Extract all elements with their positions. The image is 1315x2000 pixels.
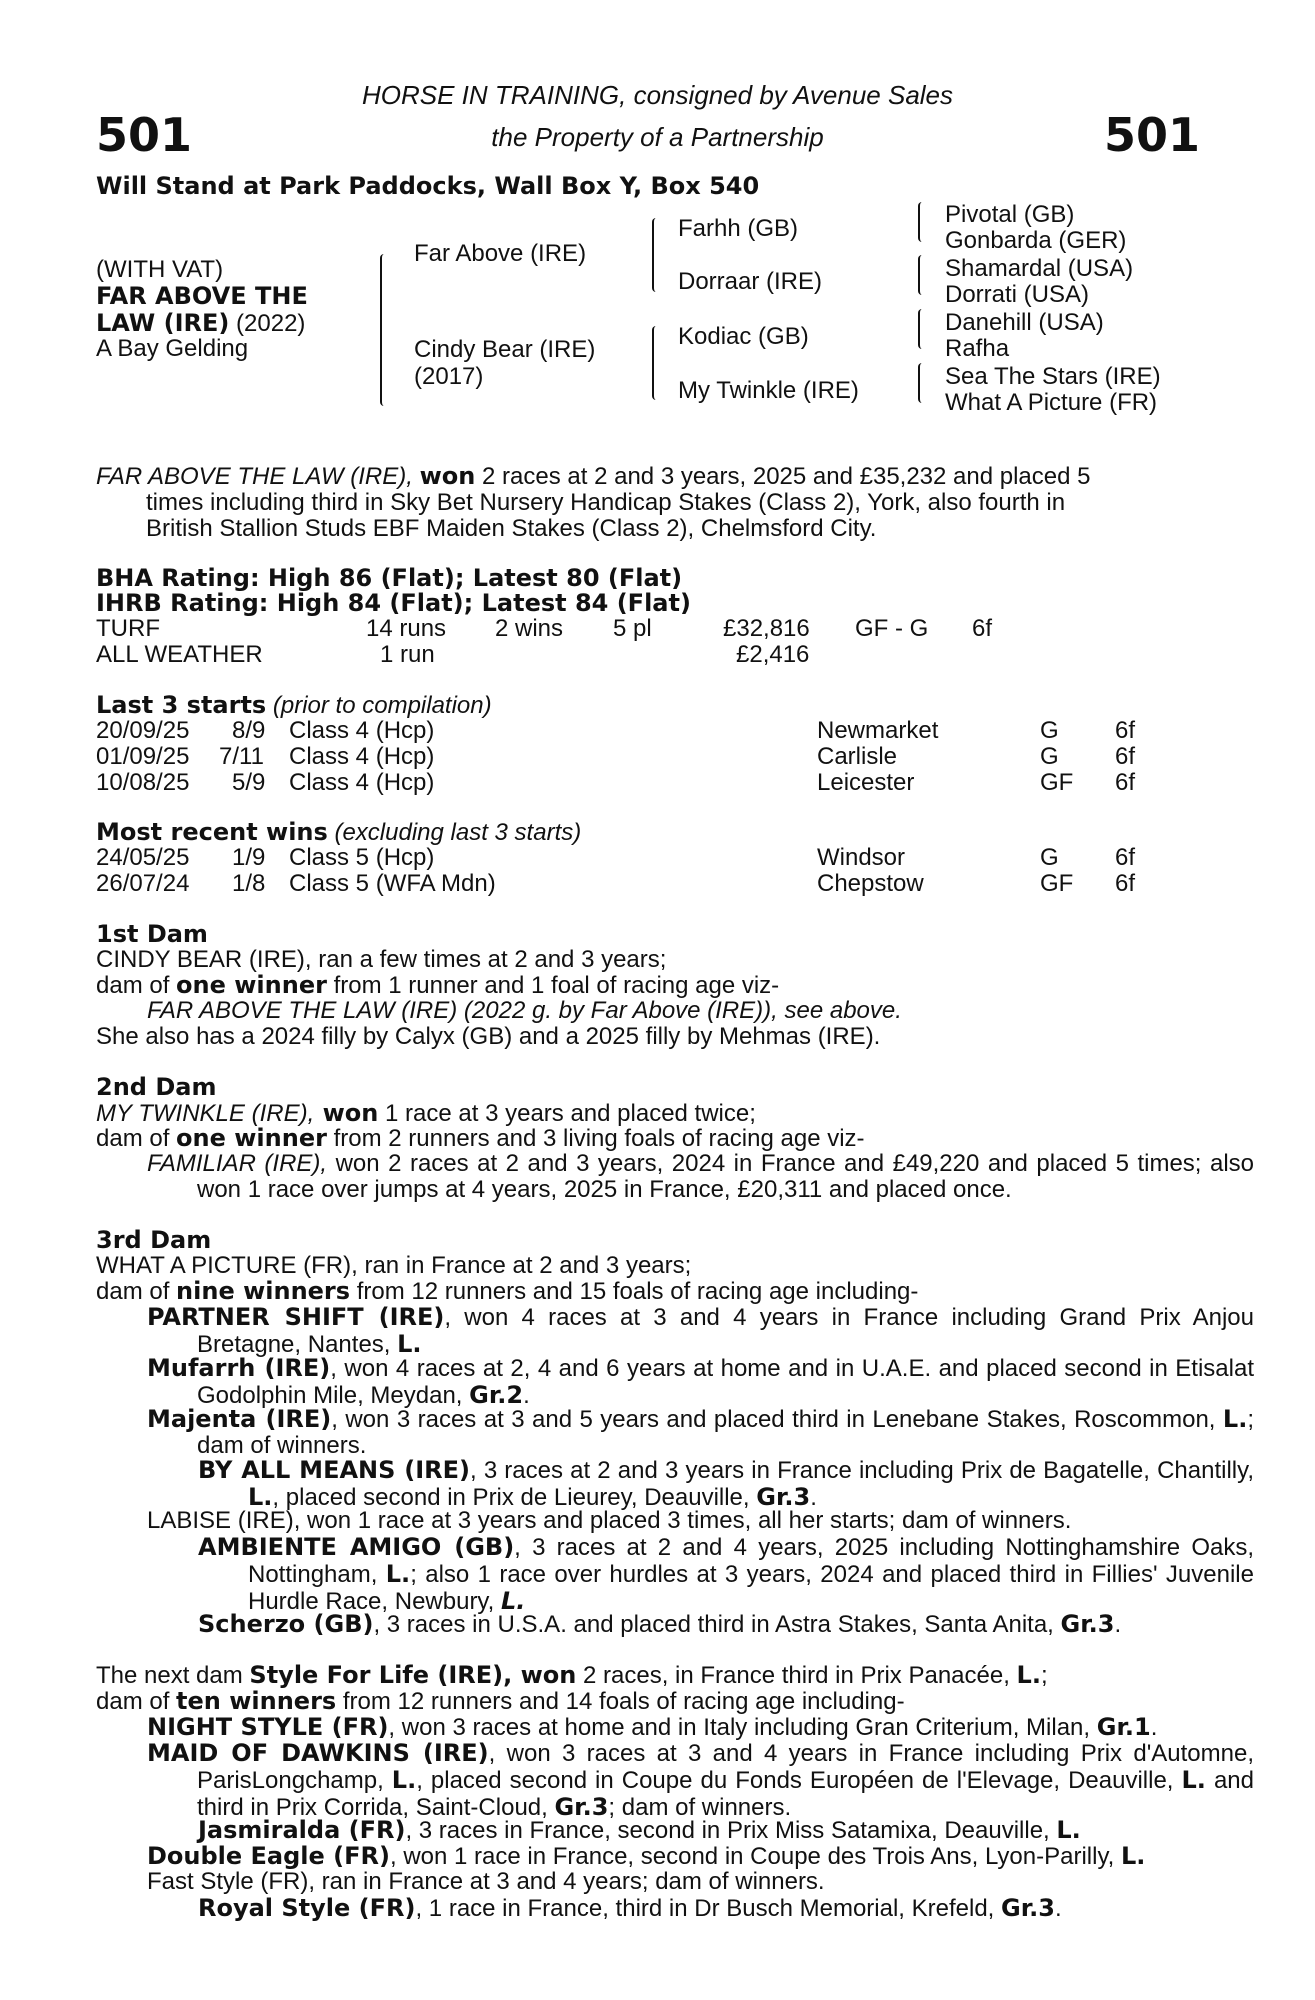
horse-name-line1: FAR ABOVE THE <box>96 282 308 310</box>
record-distance: 6f <box>972 615 993 642</box>
nextdam-line1: The next dam Style For Life (IRE), won 2 races, in France third in Prix Panacée, L.; <box>96 1661 1048 1689</box>
pedigree-brace <box>918 202 927 242</box>
win-distance: 6f <box>1115 844 1136 871</box>
win-course: Chepstow <box>817 870 924 897</box>
win-class: Class 5 (WFA Mdn) <box>289 870 496 897</box>
start-distance: 6f <box>1115 769 1136 796</box>
record-prize: £2,416 <box>736 641 810 668</box>
record-placed: 5 pl <box>613 615 652 642</box>
dam3-entry-mufarrh: Mufarrh (IRE), won 4 races at 2, 4 and 6 years at home and in U.A.E. and placed second in Etisalat Godolphin Mile, Meydan, Gr.2. <box>147 1354 1254 1409</box>
sire-dam: Dorraar (IRE) <box>678 268 823 295</box>
start-distance: 6f <box>1115 717 1136 744</box>
sire-sire: Farhh (GB) <box>678 215 799 242</box>
dam1-note: She also has a 2024 filly by Calyx (GB) and a 2025 filly by Mehmas (IRE). <box>96 1023 881 1050</box>
start-going: GF <box>1040 769 1074 796</box>
win-distance: 6f <box>1115 870 1136 897</box>
dam-dam: My Twinkle (IRE) <box>678 377 859 404</box>
recent-wins-heading: Most recent wins (excluding last 3 starts) <box>96 818 582 846</box>
start-distance: 6f <box>1115 743 1136 770</box>
start-date: 20/09/25 <box>96 717 190 744</box>
g-sire-5: Danehill (USA) <box>945 309 1104 336</box>
win-going: G <box>1040 844 1059 871</box>
start-course: Carlisle <box>817 743 898 770</box>
dam1-line1: CINDY BEAR (IRE), ran a few times at 2 and 3 years; <box>96 946 667 973</box>
record-runs: 14 runs <box>366 615 447 642</box>
dam: Cindy Bear (IRE) <box>414 336 596 363</box>
start-class: Class 4 (Hcp) <box>289 743 435 770</box>
start-class: Class 4 (Hcp) <box>289 769 435 796</box>
dam2-progeny: FAMILIAR (IRE), won 2 races at 2 and 3 years, 2024 in France and £49,220 and placed 5 times; also won 1 race over jumps at 4 years, 2025 in France, £20,311 and placed once. <box>147 1150 1255 1203</box>
nextdam-entry-night-style: NIGHT STYLE (FR), won 3 races at home and in Italy including Gran Criterium, Milan, Gr.1. <box>147 1713 1158 1741</box>
nextdam-entry-jasmiralda: Jasmiralda (FR), 3 races in France, second in Prix Miss Satamixa, Deauville, L. <box>198 1816 1081 1844</box>
lot-number-right: 501 <box>1103 108 1200 162</box>
g-sire-2: Gonbarda (GER) <box>945 227 1127 254</box>
ihrb-rating: IHRB Rating: High 84 (Flat); Latest 84 (Flat) <box>96 589 691 617</box>
horse-name-line2 <box>96 310 305 337</box>
record-prize: £32,816 <box>723 615 810 642</box>
dam2-heading: 2nd Dam <box>96 1073 217 1101</box>
nextdam-entry-double-eagle: Double Eagle (FR), won 1 race in France, second in Coupe des Trois Ans, Lyon-Parilly, L. <box>147 1842 1146 1870</box>
start-date: 10/08/25 <box>96 769 190 796</box>
win-going: GF <box>1040 870 1074 897</box>
lot-number-left: 501 <box>96 108 193 162</box>
g-sire-4: Dorrati (USA) <box>945 281 1090 308</box>
pedigree-brace <box>652 218 662 292</box>
g-sire-3: Shamardal (USA) <box>945 255 1134 282</box>
last3-heading: Last 3 starts (prior to compilation) <box>96 691 492 719</box>
sire: Far Above (IRE) <box>414 240 587 267</box>
dam-sire: Kodiac (GB) <box>678 323 809 350</box>
g-sire-1: Pivotal (GB) <box>945 201 1075 228</box>
win-position: 1/9 <box>232 844 266 871</box>
dam3-entry-partner-shift: PARTNER SHIFT (IRE), won 4 races at 3 and 4 years in France including Grand Prix Anjou Bretagne, Nantes, L. <box>147 1303 1255 1358</box>
start-date: 01/09/25 <box>96 743 190 770</box>
horse-name: LAW (IRE) <box>96 309 230 337</box>
consignment-line: HORSE IN TRAINING, consigned by Avenue Sales <box>361 80 954 110</box>
start-going: G <box>1040 717 1059 744</box>
horse-description: A Bay Gelding <box>96 335 249 362</box>
start-position: 7/11 <box>219 743 264 770</box>
nextdam-entry-royal-style: Royal Style (FR), 1 race in France, third in Dr Busch Memorial, Krefeld, Gr.3. <box>198 1894 1062 1922</box>
pedigree-brace <box>918 255 927 295</box>
dam3-entry-ambiente-amigo: AMBIENTE AMIGO (GB), 3 races at 2 and 4 years, 2025 including Nottinghamshire Oaks, Nottingham, L.; also 1 race over hurdles at 3 years, 2024 and placed third in Fillies' Juvenile Hurdle Race, Newbury, L. <box>198 1533 1254 1615</box>
record-surface: ALL WEATHER <box>96 641 263 668</box>
record-surface: TURF <box>96 615 160 642</box>
stand-location: Will Stand at Park Paddocks, Wall Box Y, Box 540 <box>96 172 760 200</box>
start-course: Newmarket <box>817 717 939 744</box>
record-wins: 2 wins <box>495 615 564 642</box>
dam2-line1: MY TWINKLE (IRE), won 1 race at 3 years and placed twice; <box>96 1099 756 1127</box>
dam1-progeny: FAR ABOVE THE LAW (IRE) (2022 g. by Far Above (IRE)), see above. <box>147 997 902 1024</box>
start-course: Leicester <box>817 769 915 796</box>
dam3-heading: 3rd Dam <box>96 1226 212 1254</box>
vat-note: (WITH VAT) <box>96 256 224 283</box>
horse-year: (2022) <box>229 310 306 337</box>
pedigree-brace <box>652 326 662 400</box>
dam3-entry-by-all-means: BY ALL MEANS (IRE), 3 races at 2 and 3 years in France including Prix de Bagatelle, Chantilly, L., placed second in Prix de Lieurey, Deauville, Gr.3. <box>198 1456 1254 1511</box>
start-going: G <box>1040 743 1059 770</box>
win-date: 24/05/25 <box>96 844 190 871</box>
win-position: 1/8 <box>232 870 266 897</box>
record-runs: 1 run <box>380 641 435 668</box>
g-sire-6: Rafha <box>945 335 1010 362</box>
start-class: Class 4 (Hcp) <box>289 717 435 744</box>
start-position: 5/9 <box>232 769 266 796</box>
nextdam-entry-maid-of-dawkins: MAID OF DAWKINS (IRE), won 3 races at 3 and 4 years in France including Prix d'Automne, ParisLongchamp, L., placed second in Coupe du Fonds Européen de l'Elevage, Deauville, L. and third in Prix Corrida, Saint-Cloud, Gr.3; dam of winners. <box>147 1739 1255 1821</box>
dam3-entry-scherzo: Scherzo (GB), 3 races in U.S.A. and placed third in Astra Stakes, Santa Anita, Gr.3. <box>198 1610 1122 1638</box>
record-going: GF - G <box>855 615 929 642</box>
nextdam-line2: dam of ten winners from 12 runners and 14 foals of racing age including- <box>96 1687 905 1715</box>
bha-rating: BHA Rating: High 86 (Flat); Latest 80 (Flat) <box>96 564 683 592</box>
start-position: 8/9 <box>232 717 266 744</box>
dam1-line2: dam of one winner from 1 runner and 1 foal of racing age viz- <box>96 971 780 999</box>
dam2-line2: dam of one winner from 2 runners and 3 living foals of racing age viz- <box>96 1124 865 1152</box>
property-line: the Property of a Partnership <box>491 122 824 152</box>
win-course: Windsor <box>817 844 906 871</box>
win-date: 26/07/24 <box>96 870 190 897</box>
dam1-heading: 1st Dam <box>96 920 208 948</box>
dam3-line1: WHAT A PICTURE (FR), ran in France at 2 and 3 years; <box>96 1252 692 1279</box>
nextdam-entry-fast-style: Fast Style (FR), ran in France at 3 and 4 years; dam of winners. <box>147 1868 825 1895</box>
pedigree-brace <box>918 363 927 403</box>
pedigree-brace <box>918 309 927 349</box>
dam3-line2: dam of nine winners from 12 runners and 15 foals of racing age including- <box>96 1277 919 1305</box>
race-summary: FAR ABOVE THE LAW (IRE), won 2 races at 2 and 3 years, 2025 and £35,232 and placed 5 times including third in Sky Bet Nursery Handicap Stakes (Class 2), York, also fourth in British Stallion Studs EBF Maiden Stakes (Class 2), Chelmsford City. <box>96 462 1091 542</box>
dam-year: (2017) <box>414 363 484 390</box>
dam3-entry-labise: LABISE (IRE), won 1 race at 3 years and placed 3 times, all her starts; dam of winners. <box>147 1507 1072 1534</box>
win-class: Class 5 (Hcp) <box>289 844 435 871</box>
g-sire-8: What A Picture (FR) <box>945 389 1158 416</box>
g-sire-7: Sea The Stars (IRE) <box>945 363 1161 390</box>
pedigree-brace <box>380 254 392 406</box>
dam3-entry-majenta: Majenta (IRE), won 3 races at 3 and 5 years and placed third in Lenebane Stakes, Roscommon, L.; dam of winners. <box>147 1405 1254 1459</box>
